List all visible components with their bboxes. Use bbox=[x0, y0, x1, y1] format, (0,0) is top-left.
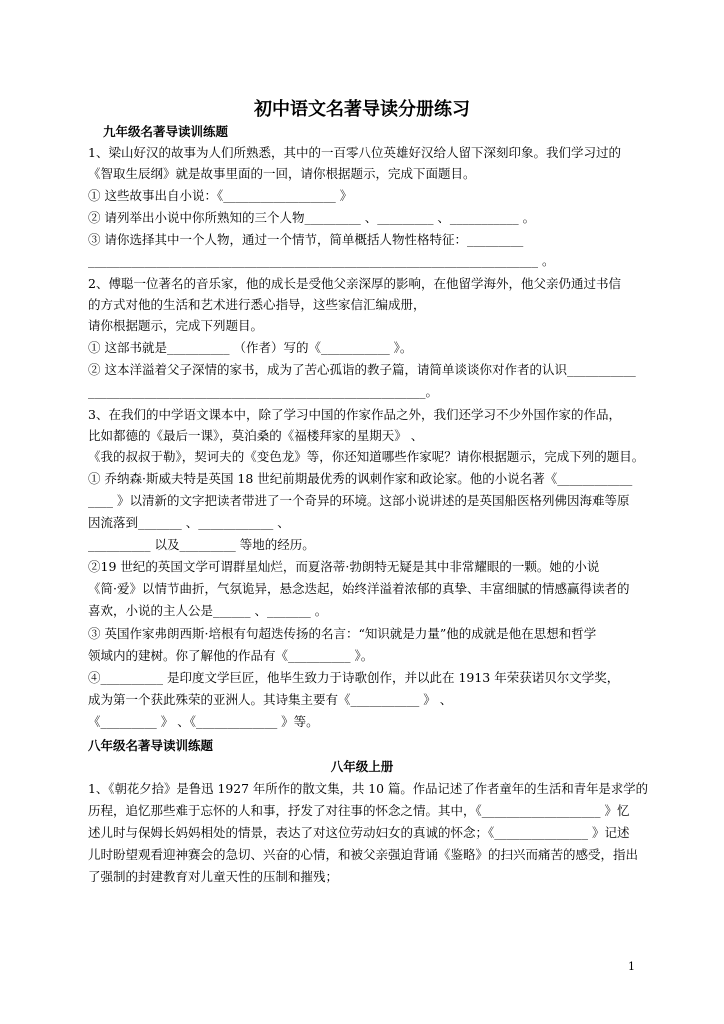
q3-sub2-line1: ②19 世纪的英国文学可谓群星灿烂，而夏洛蒂·勃朗特无疑是其中非常耀眼的一颗。她的小说 bbox=[88, 559, 600, 574]
page-title: 初中语文名著导读分册练习 bbox=[254, 99, 470, 120]
q2-sub1: ① 这部书就是__________ （作者）写的《___________ 》。 bbox=[88, 340, 413, 355]
q3-line1: 3、在我们的中学语文课本中，除了学习中国的作家作品之外，我们还学习不少外国作家的作品， bbox=[88, 407, 621, 422]
q2-line3: 请你根据题示，完成下列题目。 bbox=[88, 318, 264, 333]
p1-line1: 1、《朝花夕拾》是鲁迅 1927 年所作的散文集，共 10 篇。作品记述了作者童年的生活和青年是求学的 bbox=[88, 781, 649, 796]
grade8-subheading: 八年级上册 bbox=[330, 759, 394, 774]
q1-line2: 《智取生辰纲》就是故事里面的一回，请你根据题示，完成下面题目。 bbox=[88, 166, 476, 181]
q2-line2: 的方式对他的生活和艺术进行悉心指导，这些家信汇编成册， bbox=[88, 297, 426, 312]
q1-sub2: ② 请列举出小说中你所熟知的三个人物_________ 、_________ 、___________ 。 bbox=[88, 210, 536, 225]
p1-line2: 历程，追忆那些难于忘怀的人和事，抒发了对往事的怀念之情。其中，《___________________ 》忆 bbox=[88, 803, 630, 818]
p1-line4: 儿时盼望观看迎神赛会的急切、兴奋的心情，和被父亲强迫背诵《鉴略》的扫兴而痛苦的感受，指出 bbox=[88, 847, 639, 862]
q2-line1: 2、傅聪一位著名的音乐家，他的成长是受他父亲深厚的影响，在他留学海外，他父亲仍通过书信 bbox=[88, 276, 621, 291]
q1-sub3-answer-line: ________________________________________________________________________ 。 bbox=[88, 253, 555, 268]
q3-line2: 比如都德的《最后一课》，莫泊桑的《福楼拜家的星期天》 、 bbox=[88, 428, 424, 443]
q3-sub2-line3: 喜欢，小说的主人公是______ 、_______ 。 bbox=[88, 603, 328, 618]
q3-sub1-line2: ____ 》以清新的文字把读者带进了一个奇异的环境。这部小说讲述的是英国船医格列佛因海难等原 bbox=[88, 493, 630, 508]
q3-sub4-line1: ④__________ 是印度文学巨匠，他毕生致力于诗歌创作，并以此在 1913 年荣获诺贝尔文学奖， bbox=[88, 670, 620, 685]
q1-line1: 1、梁山好汉的故事为人们所熟悉，其中的一百零八位英雄好汉给人留下深刻印象。我们学习过的 bbox=[88, 145, 621, 160]
q1-sub3: ③ 请你选择其中一个人物，通过一个情节，简单概括人物性格特征：_________ bbox=[88, 232, 524, 247]
q3-sub4-line3: 《_________ 》 、《_____________ 》等。 bbox=[88, 714, 319, 729]
q2-sub2: ② 这本洋溢着父子深情的家书，成为了苦心孤诣的教子篇，请简单谈谈你对作者的认识___________ bbox=[88, 362, 636, 377]
q3-sub1-line1: ① 乔纳森·斯威夫特是英国 18 世纪前期最优秀的讽刺作家和政论家。他的小说名著《____________ bbox=[88, 471, 633, 486]
q2-sub2-answer-line: ______________________________________________________。 bbox=[88, 384, 439, 399]
q3-line3: 《我的叔叔于勒》，契诃夫的《变色龙》等，你还知道哪些作家呢？请你根据题示，完成下列的题目。 bbox=[88, 449, 645, 464]
q3-sub4-line2: 成为第一个获此殊荣的亚洲人。其诗集主要有《___________ 》 、 bbox=[88, 692, 453, 707]
q1-sub1: ① 这些故事出自小说：《__________________ 》 bbox=[88, 188, 353, 203]
q3-sub3-line1: ③ 英国作家弗朗西斯·培根有句超迭传扬的名言：“知识就是力量”他的成就是他在思想和哲学 bbox=[88, 626, 597, 641]
p1-line5: 了强制的封建教育对儿童天性的压制和摧残； bbox=[88, 869, 339, 884]
p1-line3: 述儿时与保姆长妈妈相处的情景，表达了对这位劳动妇女的真诚的怀念；《_______________ 》记述 bbox=[88, 825, 630, 840]
q3-sub2-line2: 《简·爱》以情节曲折，气氛诡异，悬念迭起，始终洋溢着浓郁的真挚、丰富细腻的情感赢得读者的 bbox=[88, 581, 630, 596]
grade9-heading: 九年级名著导读训练题 bbox=[103, 124, 229, 139]
q3-sub1-line3: 因流落到_______ 、____________ 、 bbox=[88, 515, 290, 530]
q3-sub1-line4: __________ 以及_________ 等地的经历。 bbox=[88, 537, 315, 552]
q3-sub3-line2: 领域内的建树。你了解他的作品有《__________ 》。 bbox=[88, 648, 374, 663]
page-number: 1 bbox=[628, 960, 635, 973]
grade8-heading: 八年级名著导读训练题 bbox=[88, 738, 214, 753]
